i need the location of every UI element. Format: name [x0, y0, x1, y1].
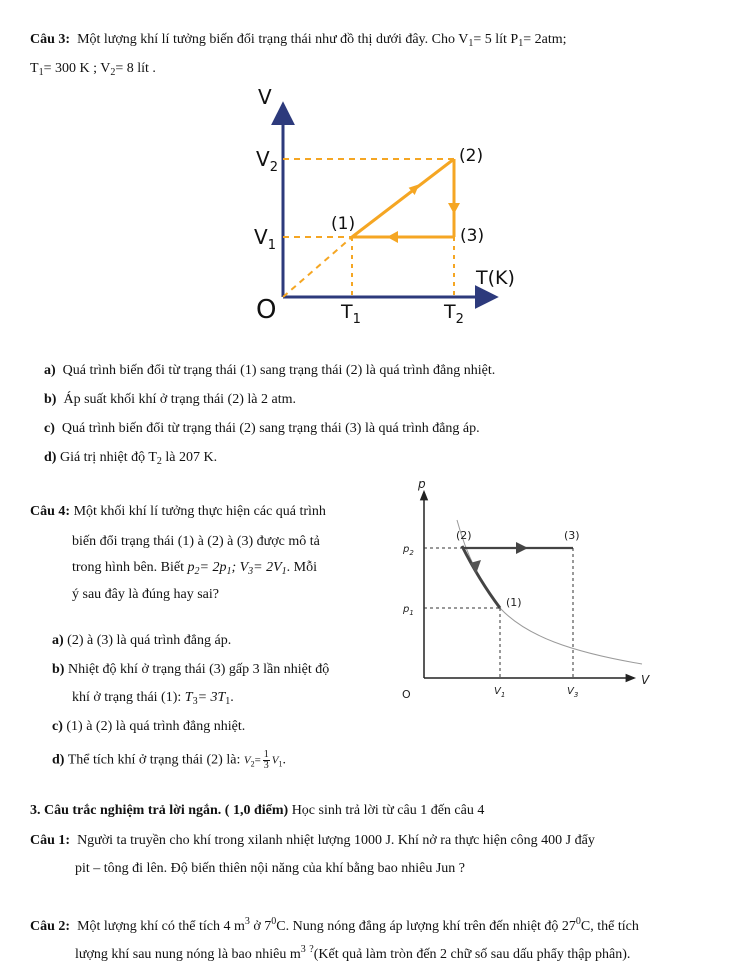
q3-item-d: d) Giá trị nhiệt độ $T_2$ là 207 K.	[44, 450, 218, 467]
arrow-2-3-icon	[516, 542, 528, 554]
s2-line1: Câu 2: Một lượng khí có thể tích 4 $m^3$ ở $7^0C$. Nung nóng đẳng áp lượng khí trên đến nhiệt độ $27^0C$, thể tích	[30, 916, 639, 934]
q3-vt-graph	[240, 82, 540, 332]
q4-line2: biến đổi trạng thái (1) à (2) à (3) được mô tả	[72, 534, 320, 549]
q4-item-b-line2: khí ở trạng thái (1): $T_3= 3T_1$.	[72, 690, 234, 707]
state-2-label: (2)	[459, 146, 484, 166]
v-axis-label: V	[641, 673, 650, 687]
s1-line1: Câu 1: Người ta truyền cho khí trong xilanh nhiệt lượng 1000 J. Khí nở ra thực hiện công 400 J đẩy	[30, 833, 595, 848]
state-2-label: (2)	[456, 529, 472, 542]
q4-item-a: a) (2) à (3) là quá trình đẳng áp.	[52, 633, 232, 648]
isotherm-curve	[457, 520, 642, 664]
q4-item-c: c) (1) à (2) là quá trình đẳng nhiệt.	[52, 719, 246, 734]
process-1-2	[352, 159, 454, 237]
origin-extension	[283, 237, 352, 297]
q4-pv-graph	[396, 474, 664, 706]
p2-label: $p_2$	[403, 544, 414, 557]
v1-label: $V_1$	[254, 225, 276, 253]
q4-line3: trong hình bên. Biết $p_2= 2p_1$; $V_3= 2V_1$. Mỗi	[72, 560, 318, 577]
arrow-3-1-icon	[387, 231, 398, 243]
q3-given: $T_1= 300$ K ; $V_2= 8$ lít .	[30, 61, 156, 78]
v-axis-label: V	[258, 85, 272, 109]
q3-item-c: c) Quá trình biến đổi từ trạng thái (2) sang trạng thái (3) là quá trình đẳng áp.	[44, 421, 480, 436]
q3-item-b: b) Áp suất khối khí ở trạng thái (2) là 2 atm.	[44, 392, 296, 407]
v1-label: $V_1$	[494, 686, 506, 699]
p1-label: $p_1$	[403, 604, 414, 617]
t2-label: $T_2$	[444, 301, 464, 327]
q4-line1: Câu 4: Một khối khí lí tưởng thực hiện các quá trình	[30, 504, 326, 519]
t1-label: $T_1$	[341, 301, 361, 327]
s2-label: Câu 2:	[30, 919, 71, 934]
p-axis-label: p	[418, 477, 426, 491]
s1-label: Câu 1:	[30, 833, 71, 848]
state-3-label: (3)	[460, 226, 485, 246]
state-1-label: (1)	[331, 214, 356, 234]
q4-line4: ý sau đây là đúng hay sai?	[72, 587, 219, 602]
section3-title: 3. Câu trắc nghiệm trả lời ngắn. ( 1,0 điểm) Học sinh trả lời từ câu 1 đến câu 4	[30, 803, 485, 818]
q4-item-b-line1: b) Nhiệt độ khí ở trạng thái (3) gấp 3 lần nhiệt độ	[52, 662, 330, 677]
s1-line2: pit – tông đi lên. Độ biến thiên nội năng của khí bằng bao nhiêu Jun ?	[75, 861, 465, 876]
t-axis-label: T(K)	[476, 267, 515, 289]
process-1-2	[462, 546, 500, 608]
q3-intro: Câu 3: Một lượng khí lí tưởng biến đổi trạng thái như đồ thị dưới đây. Cho $V_1= 5$ lít $P_1= 2atm$;	[30, 32, 567, 49]
one-third-fraction: $\frac{1}{3}$	[263, 749, 269, 771]
q3-label: Câu 3:	[30, 32, 71, 47]
v2-label: $V_2$	[256, 147, 278, 175]
origin-label: O	[256, 295, 277, 325]
q4-label: Câu 4:	[30, 504, 71, 519]
v3-label: $V_3$	[567, 686, 579, 699]
arrow-2-3-icon	[448, 203, 460, 214]
origin-label: O	[402, 688, 411, 701]
q4-item-d: d) Thể tích khí ở trạng thái (2) là: $V_2=$ $\frac{1}{3}$ $V_1$.	[52, 749, 287, 771]
state-3-label: (3)	[564, 529, 580, 542]
s2-line2: lượng khí sau nung nóng là bao nhiêu $m^3$ ?(Kết quả làm tròn đến 2 chữ số sau dấu phẩy thập phân).	[75, 944, 631, 962]
q3-item-a: a) Quá trình biến đổi từ trạng thái (1) sang trạng thái (2) là quá trình đẳng nhiệt.	[44, 363, 496, 378]
state-1-label: (1)	[506, 596, 522, 609]
